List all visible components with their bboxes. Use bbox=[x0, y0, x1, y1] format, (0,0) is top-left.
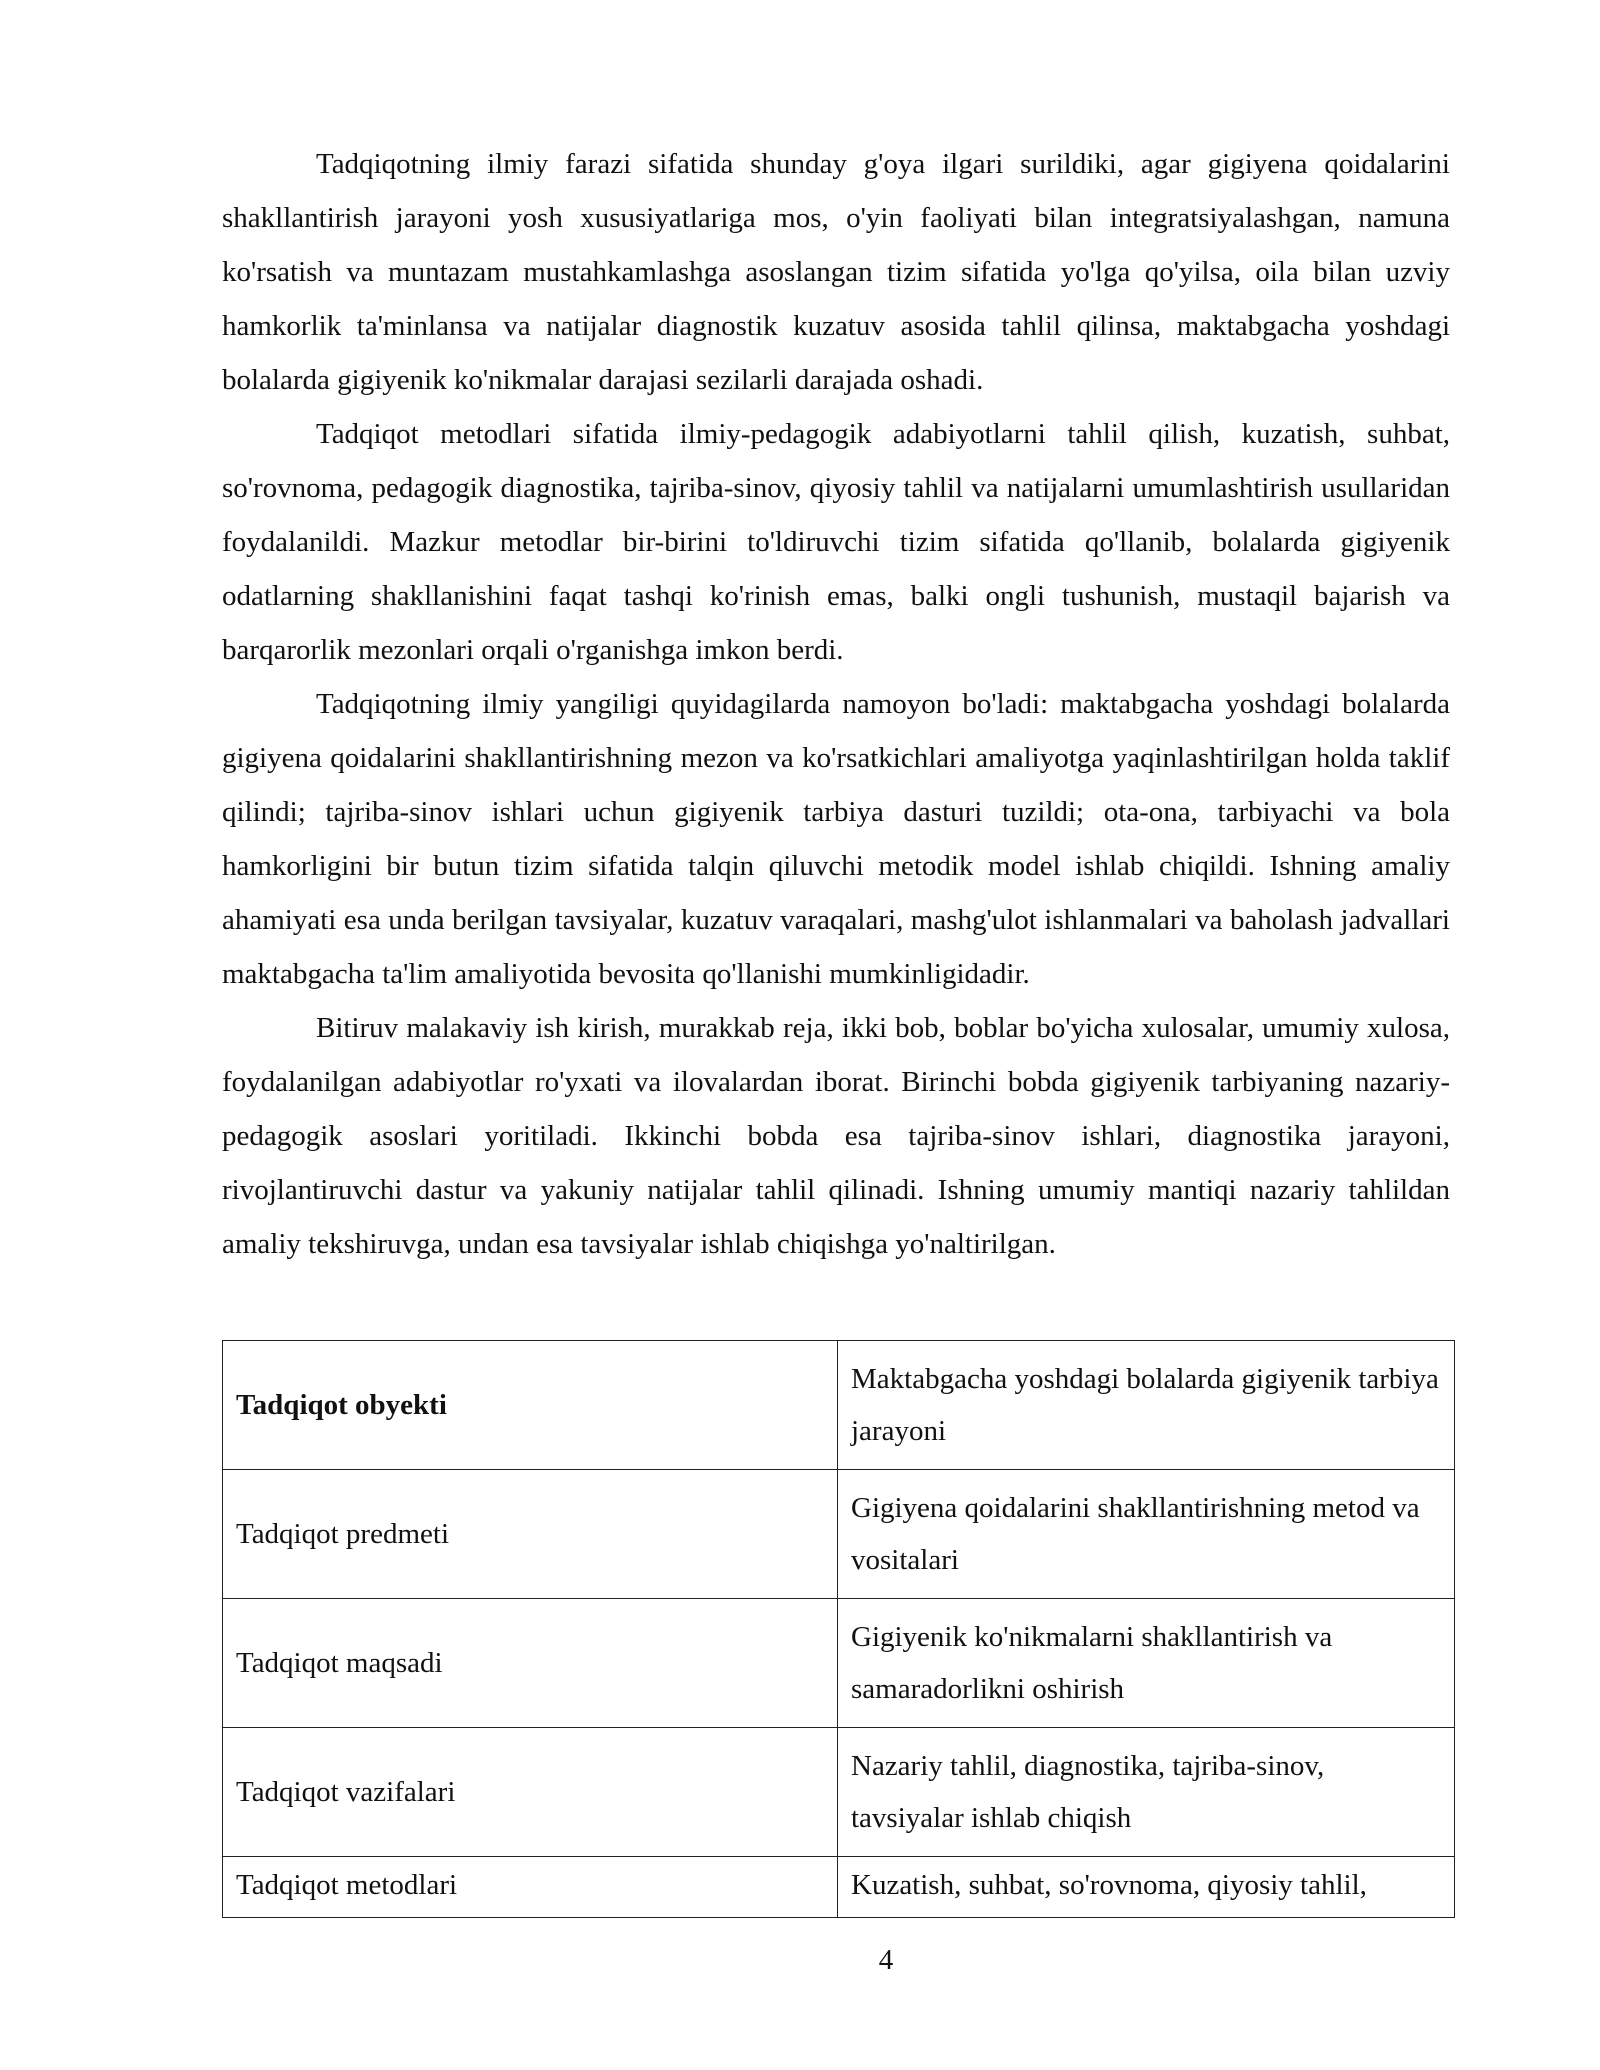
row-label-object: Tadqiqot obyekti bbox=[223, 1341, 838, 1470]
paragraph-methods: Tadqiqot metodlari sifatida ilmiy-pedagogik adabiyotlarni tahlil qilish, kuzatish, suhbat, so'rovnoma, pedagogik diagnostika, tajriba-sinov, qiyosiy tahlil va natijalarni umumlashtirish usullaridan foydalanildi. Mazkur metodlar bir-birini to'ldiruvchi tizim sifatida qo'llanib, bolalarda gigiyenik odatlarning shakllanishini faqat tashqi ko'rinish emas, balki ongli tushunish, mustaqil bajarish va barqarorlik mezonlari orqali o'rganishga imkon berdi. bbox=[222, 418, 1450, 666]
row-label-tasks: Tadqiqot vazifalari bbox=[223, 1728, 838, 1857]
row-label-subject: Tadqiqot predmeti bbox=[223, 1470, 838, 1599]
page-number: 4 bbox=[878, 1944, 894, 1976]
row-value-goal: Gigiyenik ko'nikmalarni shakllantirish va samaradorlikni oshirish bbox=[838, 1599, 1455, 1728]
row-value-methods: Kuzatish, suhbat, so'rovnoma, qiyosiy tahlil, bbox=[838, 1857, 1455, 1918]
row-label-goal: Tadqiqot maqsadi bbox=[223, 1599, 838, 1728]
table-row bbox=[223, 1470, 1455, 1599]
body-text bbox=[222, 137, 1450, 1271]
paragraph-novelty: Tadqiqotning ilmiy yangiligi quyidagilarda namoyon bo'ladi: maktabgacha yoshdagi bolalarda gigiyena qoidalarini shakllantirishning mezon va ko'rsatkichlari amaliyotga yaqinlashtirilgan holda taklif qilindi; tajriba-sinov ishlari uchun gigiyenik tarbiya dasturi tuzildi; ota-ona, tarbiyachi va bola hamkorligini bir butun tizim sifatida talqin qiluvchi metodik model ishlab chiqildi. Ishning amaliy ahamiyati esa unda berilgan tavsiyalar, kuzatuv varaqalari, mashg'ulot ishlanmalari va baholash jadvallari maktabgacha ta'lim amaliyotida bevosita qo'llanishi mumkinligidadir. bbox=[222, 688, 1450, 990]
table-row bbox=[223, 1728, 1455, 1857]
row-value-subject: Gigiyena qoidalarini shakllantirishning metod va vositalari bbox=[838, 1470, 1455, 1599]
table-row bbox=[223, 1341, 1455, 1470]
table-row bbox=[223, 1857, 1455, 1918]
paragraph-hypothesis: Tadqiqotning ilmiy farazi sifatida shunday g'oya ilgari surildiki, agar gigiyena qoidalarini shakllantirish jarayoni yosh xususiyatlariga mos, o'yin faoliyati bilan integratsiyalashgan, namuna ko'rsatish va muntazam mustahkamlashga asoslangan tizim sifatida yo'lga qo'yilsa, oila bilan uzviy hamkorlik ta'minlansa va natijalar diagnostik kuzatuv asosida tahlil qilinsa, maktabgacha yoshdagi bolalarda gigiyenik ko'nikmalar darajasi sezilarli darajada oshadi. bbox=[222, 148, 1450, 396]
row-value-tasks: Nazariy tahlil, diagnostika, tajriba-sinov, tavsiyalar ishlab chiqish bbox=[838, 1728, 1455, 1857]
table-row bbox=[223, 1599, 1455, 1728]
paragraph-structure: Bitiruv malakaviy ish kirish, murakkab reja, ikki bob, boblar bo'yicha xulosalar, umumiy xulosa, foydalanilgan adabiyotlar ro'yxati va ilovalardan iborat. Birinchi bobda gigiyenik tarbiyaning nazariy-pedagogik asoslari yoritiladi. Ikkinchi bobda esa tajriba-sinov ishlari, diagnostika jarayoni, rivojlantiruvchi dastur va yakuniy natijalar tahlil qilinadi. Ishning umumiy mantiqi nazariy tahlildan amaliy tekshiruvga, undan esa tavsiyalar ishlab chiqishga yo'naltirilgan. bbox=[222, 1012, 1450, 1260]
row-value-object: Maktabgacha yoshdagi bolalarda gigiyenik tarbiya jarayoni bbox=[838, 1341, 1455, 1470]
research-summary-table bbox=[222, 1340, 1455, 1918]
row-label-methods: Tadqiqot metodlari bbox=[223, 1857, 838, 1918]
